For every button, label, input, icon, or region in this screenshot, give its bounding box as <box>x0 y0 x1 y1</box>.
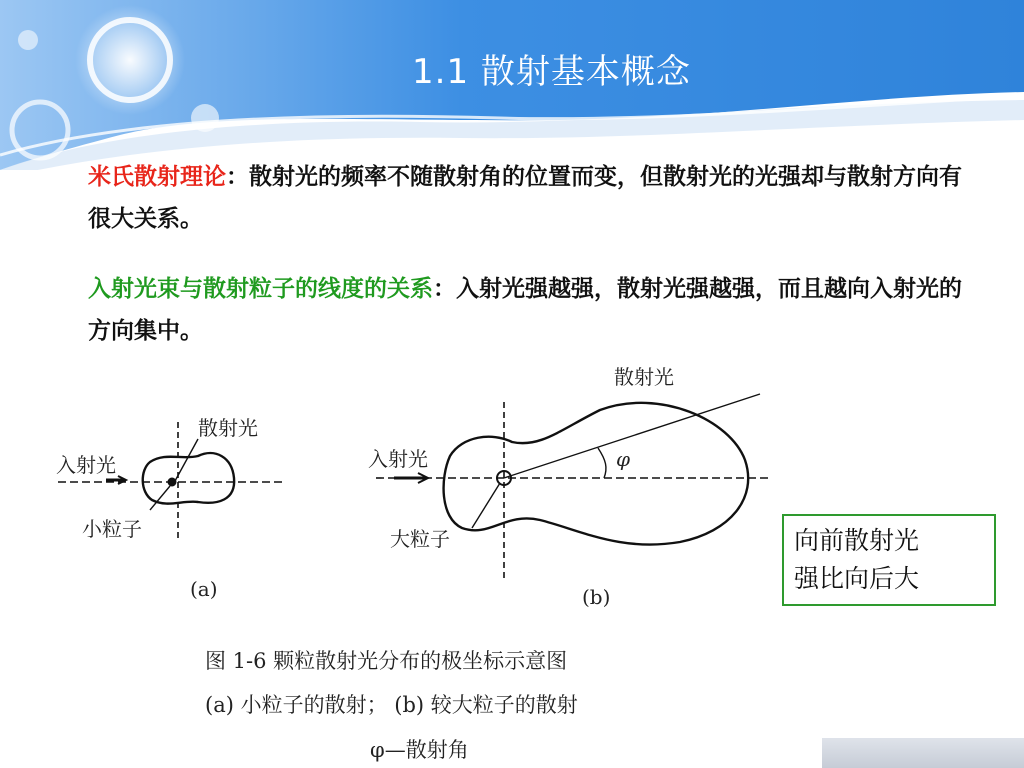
note-box <box>782 514 996 606</box>
term-relation: 入射光束与散射粒子的线度的关系 <box>88 276 433 302</box>
note-line1: 向前散射光 <box>794 526 920 555</box>
text-relation: ：入射光强越强，散射光强越强，而且越向入射光的方向集中。 <box>88 276 962 344</box>
label-a-scattered: 散射光 <box>198 416 258 440</box>
label-b-particle: 大粒子 <box>390 527 450 551</box>
paragraph-relation <box>88 268 973 352</box>
note-line2: 强比向后大 <box>794 564 920 593</box>
label-a-incident: 入射光 <box>56 453 116 477</box>
diagram-b <box>376 394 770 582</box>
label-b-angle: φ <box>616 447 631 471</box>
figure-caption-line2: (a) 小粒子的散射； (b) 较大粒子的散射 <box>205 693 578 717</box>
term-mie: 米氏散射理论 <box>88 164 226 190</box>
figure-caption-line1: 图 1-6 颗粒散射光分布的极坐标示意图 <box>205 649 568 673</box>
label-a-caption: (a) <box>190 577 218 601</box>
slide-title: 1.1 散射基本概念 <box>412 52 691 92</box>
label-a-particle: 小粒子 <box>82 517 142 541</box>
paragraph-mie <box>88 156 973 240</box>
label-b-scattered: 散射光 <box>614 365 674 389</box>
label-b-caption: (b) <box>582 585 611 609</box>
text-mie: ：散射光的频率不随散射角的位置而变，但散射光的光强却与散射方向有很大关系。 <box>88 164 962 232</box>
corner-decoration <box>822 738 1024 768</box>
label-b-incident: 入射光 <box>368 447 428 471</box>
figure-caption-line3: φ—散射角 <box>370 738 469 762</box>
